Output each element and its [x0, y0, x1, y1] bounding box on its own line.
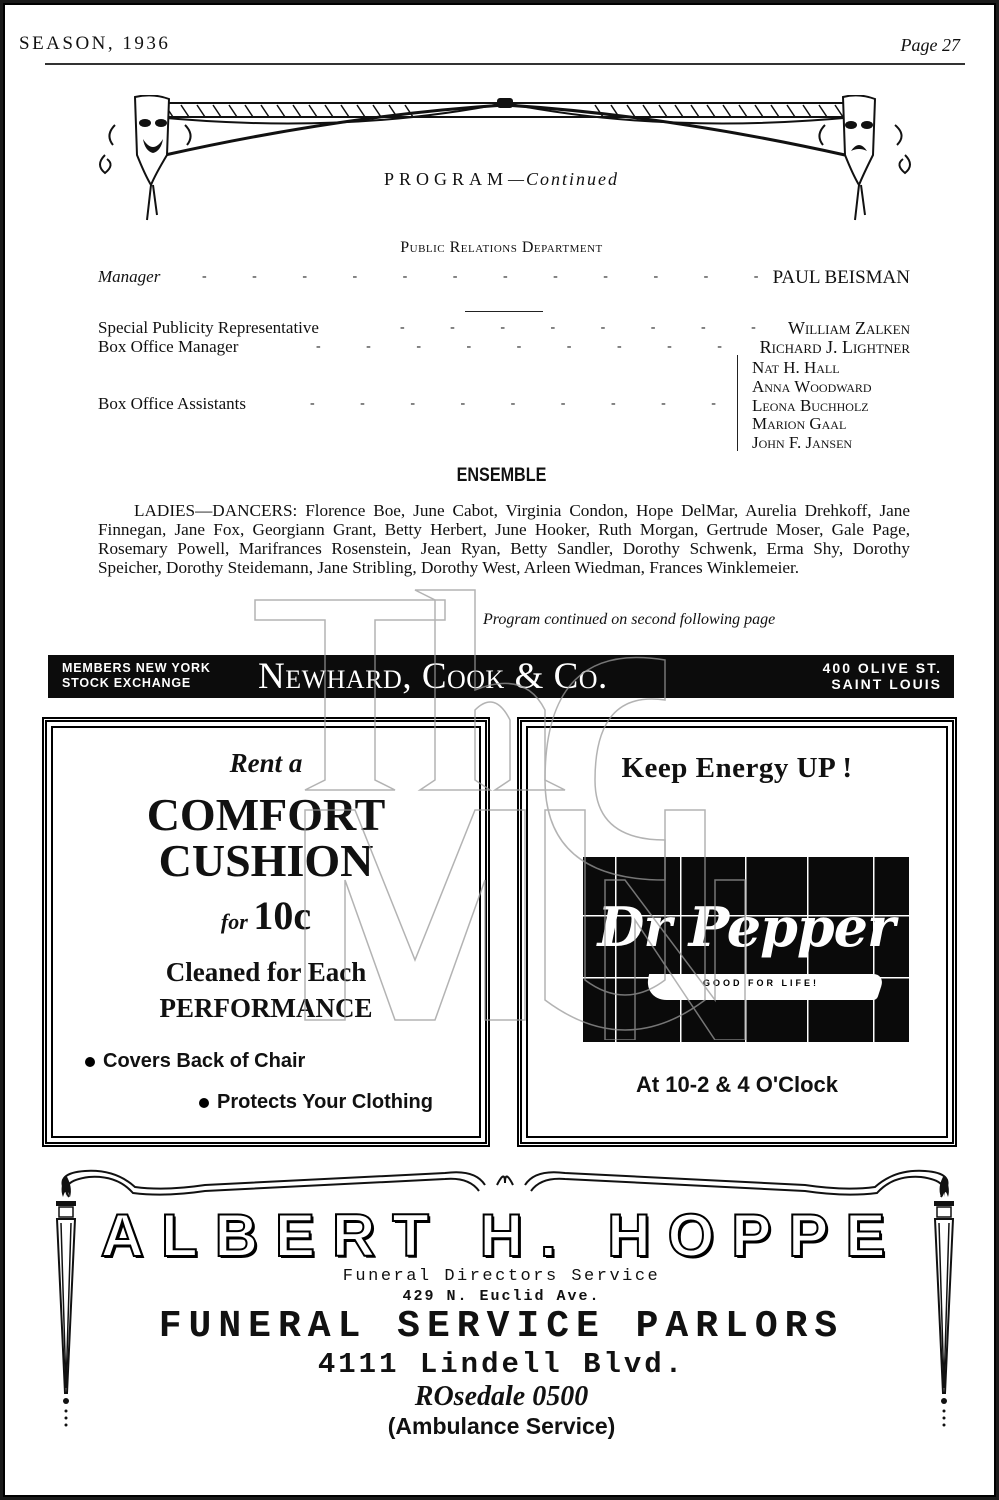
assistant-name: Anna Woodward [752, 376, 872, 396]
ad-cleaned-line: Cleaned for Each [165, 957, 367, 987]
staff-name: PAUL BEISMAN [772, 267, 910, 288]
newhard-cook-banner-ad [48, 655, 954, 698]
ad-bullet [85, 1050, 305, 1073]
assistant-name: Leona Buchholz [752, 395, 869, 415]
ad-price-for: for [220, 909, 248, 934]
ensemble-heading: ENSEMBLE [456, 465, 547, 486]
assistants-list [752, 359, 872, 453]
brace-icon [737, 355, 750, 451]
program-title-suffix: —Continued [508, 169, 620, 189]
bullet-icon [199, 1098, 209, 1108]
assistant-name: Nat H. Hall [752, 358, 840, 377]
ad-headline [47, 789, 485, 886]
pepper-tagline: GOOD FOR LIFE! [703, 978, 819, 988]
ad-cleaned-line: PERFORMANCE [159, 993, 373, 1023]
banner-city: SAINT LOUIS [831, 676, 942, 692]
hoppe-address-euclid: 429 N. Euclid Ave. [402, 1288, 601, 1305]
staff-role: Special Publicity Representative [98, 318, 319, 337]
ad-rent-text: Rent a [229, 748, 303, 778]
dr-pepper-ad [517, 717, 957, 1147]
staff-row [98, 337, 910, 359]
banner-left-line: STOCK EXCHANGE [62, 676, 192, 690]
leader-dots: - - - - - - - - - - - - [202, 269, 780, 284]
dancers-list: LADIES—DANCERS: Florence Boe, June Cabot, Virginia Condon, Hope DelMar, Aurelia Drehkoff, Jane Finnegan, Jane Fox, Georgiann Grant, Betty Herbert, June Hooker, Ruth Morgan, Gertrude Moser, Gale Page, Rosemary Powell, Marifrances Rosenstein, Jean Ryan, Betty Sandler, Dorothy Schwenk, Erma Shy, Dorothy Speicher, Dorothy Steidemann, Jane Stribling, Dorothy West, Arleen Wiedman, Frances Winklemeier. [98, 501, 910, 577]
program-page [3, 3, 996, 1497]
staff-name: Richard J. Lightner [759, 337, 910, 357]
header-rule [45, 63, 965, 65]
assistant-name: Marion Gaal [752, 414, 847, 434]
banner-left-text [62, 661, 211, 691]
section-divider [465, 311, 543, 312]
hoppe-ambulance: (Ambulance Service) [387, 1413, 616, 1439]
ad-bullet [199, 1091, 433, 1114]
continued-note: Program continued on second following page [483, 611, 776, 628]
staff-role: Manager [98, 267, 161, 286]
theatre-masks-ornament-icon [95, 95, 915, 225]
program-title-text: PROGRAM [383, 169, 508, 189]
hoppe-phone: ROsedale 0500 [414, 1381, 589, 1412]
bullet-icon [85, 1057, 95, 1067]
assistant-name: John F. Jansen [752, 433, 853, 453]
comfort-cushion-ad [42, 717, 490, 1147]
ad-price-value: 10c [253, 893, 312, 938]
ad-bullet-text: Protects Your Clothing [217, 1091, 433, 1113]
ad-headline-line: COMFORT [146, 789, 386, 840]
banner-company-name: Newhard, Cook & Co. [258, 656, 608, 697]
department-heading: Public Relations Department [400, 239, 603, 256]
pepper-times: At 10-2 & 4 O'Clock [635, 1072, 839, 1097]
hoppe-parlors: FUNERAL SERVICE PARLORS [158, 1305, 845, 1348]
hoppe-name: ALBERT H. HOPPE [100, 1202, 903, 1269]
program-title [5, 169, 998, 190]
leader-dots: - - - - - - - - [400, 320, 777, 335]
staff-role: Box Office Manager [98, 337, 239, 356]
ad-cleaned-text [47, 954, 485, 1026]
hoppe-service: Funeral Directors Service [342, 1267, 661, 1286]
staff-row-manager [98, 267, 910, 289]
hoppe-address-lindell: 4111 Lindell Blvd. [317, 1348, 686, 1381]
pepper-headline: Keep Energy UP ! [621, 752, 853, 784]
banner-right-text [823, 660, 942, 692]
season-header: SEASON, 1936 [19, 33, 171, 54]
ad-bullet-text: Covers Back of Chair [103, 1050, 306, 1072]
leader-dots: - - - - - - - - - [310, 396, 737, 411]
leader-dots: - - - - - - - - - [316, 339, 743, 354]
banner-left-line: MEMBERS NEW YORK [62, 661, 211, 675]
staff-role: Box Office Assistants [98, 394, 246, 413]
dr-pepper-logo-icon: Dr Pepper [597, 895, 895, 959]
pepper-logo-panel [583, 857, 909, 1042]
page-number: Page 27 [900, 35, 960, 55]
ad-headline-line: CUSHION [158, 835, 374, 886]
banner-address: 400 OLIVE ST. [822, 660, 942, 676]
staff-name: William Zalken [787, 318, 910, 338]
ad-price [47, 892, 485, 939]
